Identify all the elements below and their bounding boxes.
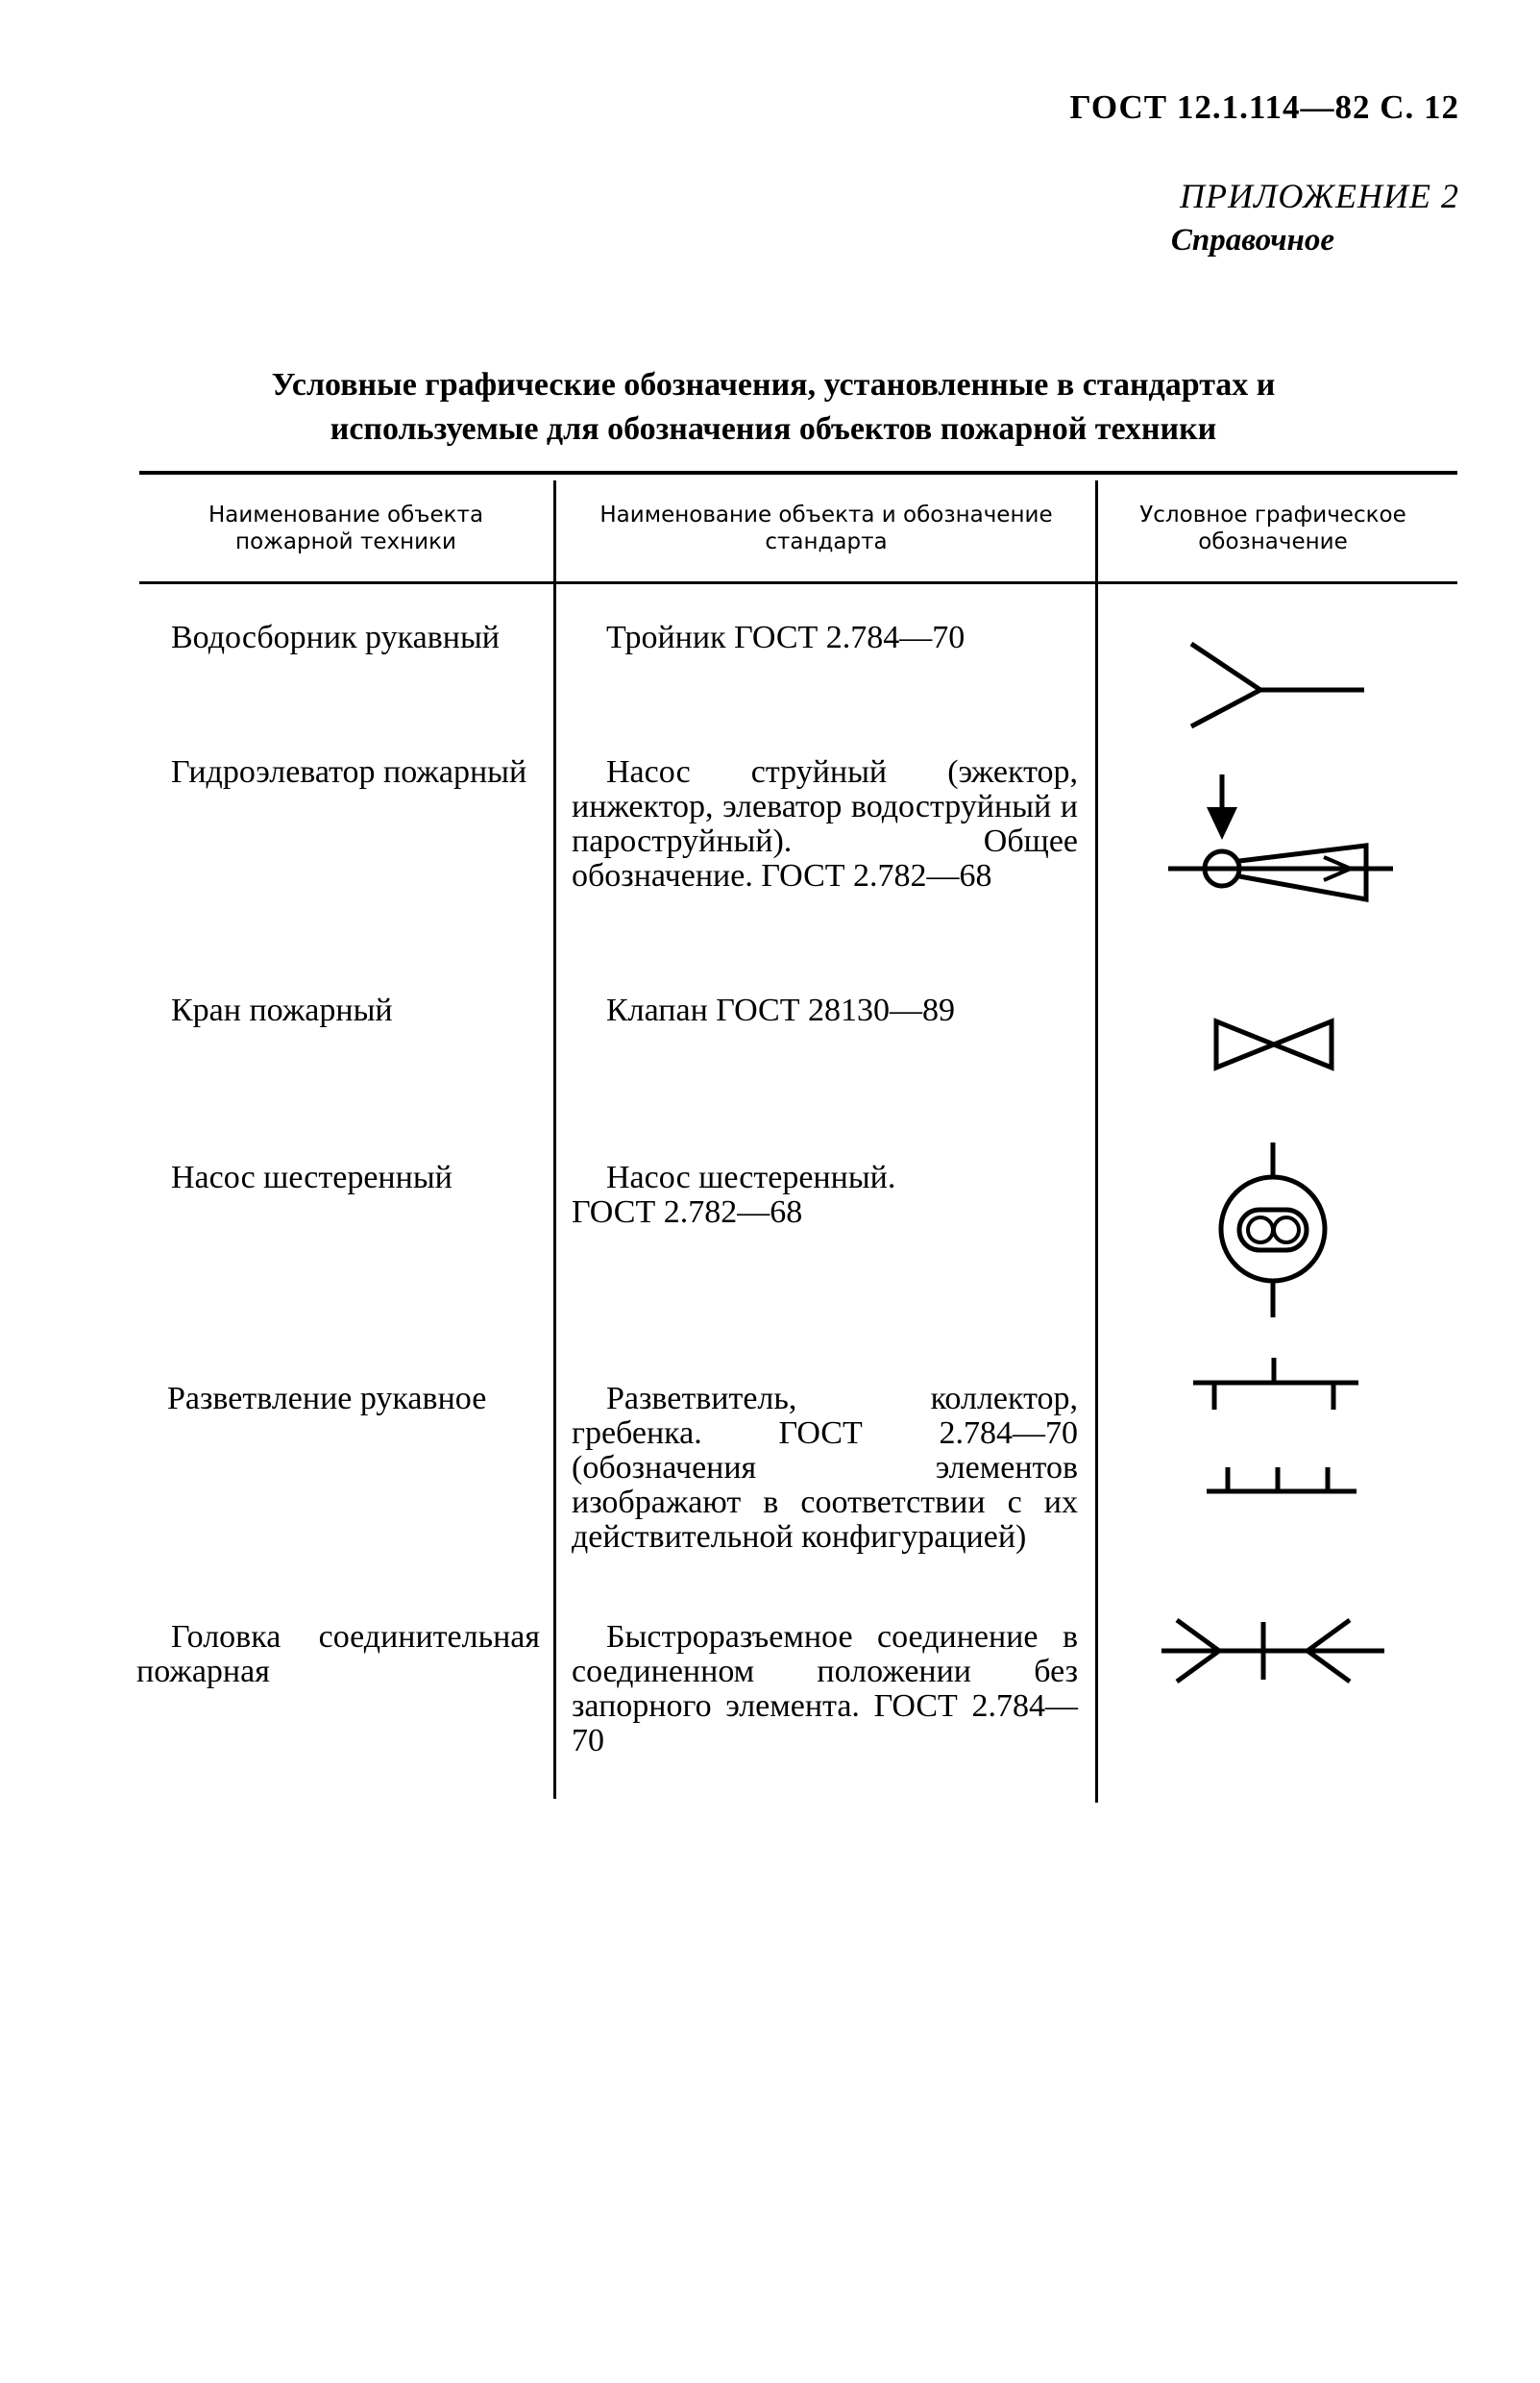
standard-reference: ГОСТ 12.1.114—82 С. 12 [1069,88,1459,126]
jet-pump-symbol [1162,769,1403,913]
table-cell-standard: Быстроразъемное соединение в соединенном положении без запорного элемента. ГОСТ 2.784—70 [572,1619,1078,1758]
appendix-type: Справочное [1170,223,1334,258]
title-line-1: Условные графические обозначения, установленные в стандартах и [271,367,1276,403]
title-line-2: используемые для обозначения объектов пожарной техники [330,411,1217,447]
tee-symbol [1182,634,1374,730]
table-cell-object: Насос шестеренный [171,1160,452,1195]
table-cell-standard: Разветвитель, коллектор, гребенка. ГОСТ 2.784—70 (обозначения элементов изображают в соответствии с их действительной конфигурацией) [572,1381,1078,1555]
table-top-rule [139,471,1457,475]
column-header-object: Наименование объекта пожарной техники [208,503,484,554]
column-header-symbol: Условное графическое обозначение [1139,503,1406,554]
table-cell-object: Гидроэлеватор пожарный [171,754,527,790]
document-title [139,363,1407,452]
header-bottom-rule [139,581,1457,584]
table-cell-object: Головка соединительная пожарная [136,1619,540,1689]
column-divider-1 [553,480,556,1799]
table-cell-standard: Тройник ГОСТ 2.784—70 [606,620,966,655]
table-cell-object: Кран пожарный [171,993,393,1028]
table-cell-standard: Насос шестеренный. ГОСТ 2.782—68 [572,1160,896,1230]
column-header-standard: Наименование объекта и обозначение стандарта [599,503,1053,554]
column-divider-2 [1095,480,1098,1803]
table-cell-standard: Насос струйный (эжектор, инжектор, элеватор водоструйный и пароструйный). Общее обозначение. ГОСТ 2.782—68 [572,754,1078,894]
appendix-title: ПРИЛОЖЕНИЕ 2 [1180,177,1459,215]
table-cell-object: Водосборник рукавный [171,620,500,655]
table-cell-object: Разветвление рукавное [167,1381,487,1416]
manifold-symbol [1187,1350,1370,1504]
gear-pump-symbol [1201,1139,1345,1321]
quick-coupling-symbol [1158,1610,1388,1687]
valve-symbol [1212,1014,1337,1071]
table-cell-standard: Клапан ГОСТ 28130—89 [606,993,955,1028]
